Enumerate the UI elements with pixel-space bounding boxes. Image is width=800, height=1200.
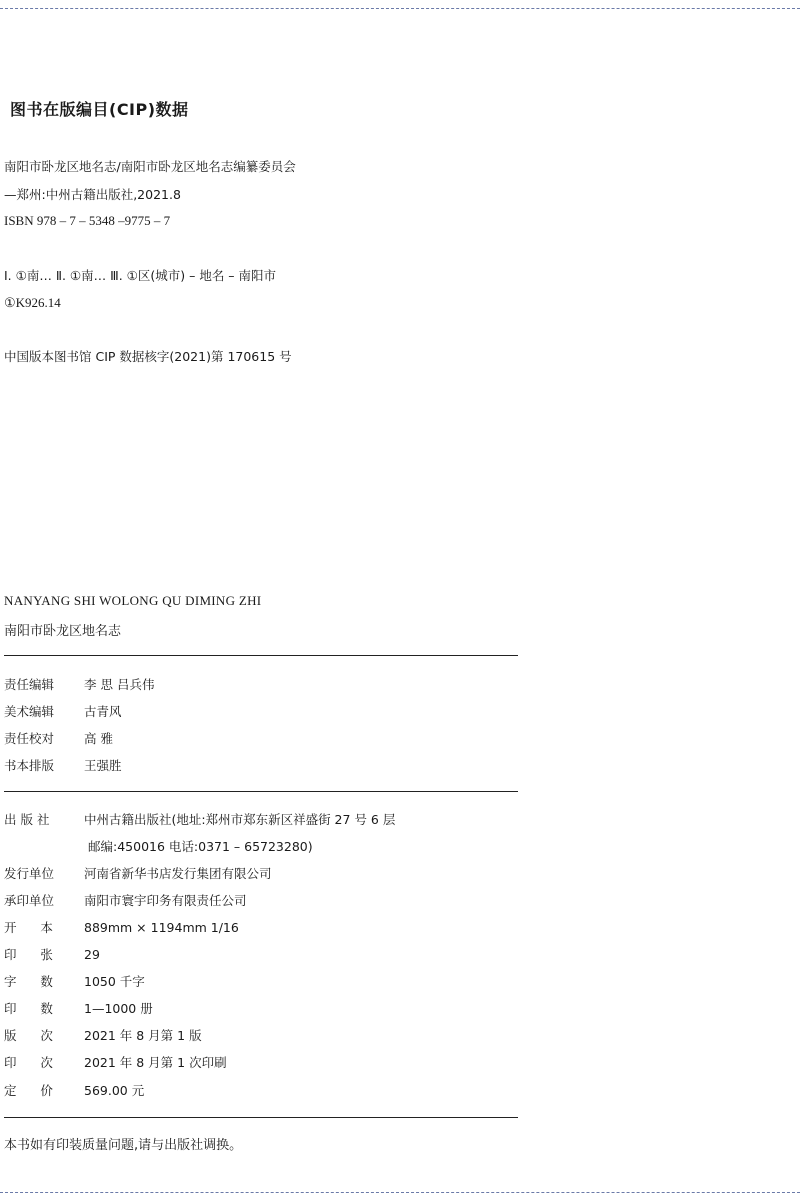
divider-3 (4, 1117, 518, 1118)
editor-row (4, 675, 154, 693)
publishing-value: 29 (84, 947, 100, 962)
publishing-label: 开 本 (4, 920, 53, 935)
publishing-value: 南阳市寰宇印务有限责任公司 (84, 893, 247, 908)
publishing-row (4, 1053, 227, 1071)
divider-1 (4, 655, 518, 656)
publishing-row (4, 918, 239, 936)
editor-row (4, 756, 122, 774)
publishing-address-continued: 邮编:450016 电话:0371 – 65723280) (88, 839, 313, 854)
publishing-label: 印 次 (4, 1055, 53, 1070)
footer-note: 本书如有印装质量问题,请与出版社调换。 (4, 1138, 243, 1153)
editor-value: 高 雅 (84, 731, 113, 746)
divider-2 (4, 791, 518, 792)
publishing-value: 河南省新华书店发行集团有限公司 (84, 866, 272, 881)
editor-label: 美术编辑 (4, 704, 55, 719)
editor-label: 责任校对 (4, 731, 55, 746)
publishing-label: 定 价 (4, 1083, 53, 1098)
publishing-label: 印 数 (4, 1001, 53, 1016)
cip-subjects: Ⅰ. ①南… Ⅱ. ①南… Ⅲ. ①区(城市) – 地名 – 南阳市 (4, 268, 277, 283)
publishing-row (4, 972, 145, 990)
cip-title-line: 南阳市卧龙区地名志/南阳市卧龙区地名志编纂委员会 (4, 159, 296, 174)
publishing-row (4, 891, 247, 909)
bottom-dashed-border (0, 1192, 800, 1193)
publishing-value: 569.00 元 (84, 1083, 145, 1098)
cip-class-number: ①K926.14 (4, 295, 61, 310)
publishing-label: 承印单位 (4, 893, 55, 908)
editor-value: 李 思 吕兵伟 (84, 677, 155, 692)
publishing-row (4, 945, 100, 963)
editor-value: 古青风 (84, 704, 122, 719)
top-dashed-border (0, 8, 800, 9)
cip-verification: 中国版本图书馆 CIP 数据核字(2021)第 170615 号 (4, 349, 292, 364)
publishing-label: 字 数 (4, 974, 53, 989)
editor-label: 责任编辑 (4, 677, 55, 692)
publishing-value: 中州古籍出版社(地址:郑州市郑东新区祥盛街 27 号 6 层 (84, 812, 396, 827)
book-title-pinyin: NANYANG SHI WOLONG QU DIMING ZHI (4, 593, 262, 608)
cip-heading: 图书在版编目(CIP)数据 (10, 100, 189, 119)
publishing-value: 1—1000 册 (84, 1001, 153, 1016)
publishing-row (4, 864, 272, 882)
publishing-label: 出 版 社 (4, 812, 50, 827)
publishing-value: 1050 千字 (84, 974, 145, 989)
publishing-row (4, 1081, 144, 1099)
editor-row (4, 729, 113, 747)
publishing-row (4, 810, 395, 828)
publishing-label: 发行单位 (4, 866, 55, 881)
publishing-label: 印 张 (4, 947, 53, 962)
publishing-row (4, 999, 153, 1017)
publishing-value: 2021 年 8 月第 1 次印刷 (84, 1055, 227, 1070)
publishing-row (4, 1026, 202, 1044)
editor-value: 王强胜 (84, 758, 122, 773)
cip-publisher-line: —郑州:中州古籍出版社,2021.8 (4, 187, 181, 202)
book-title-chinese: 南阳市卧龙区地名志 (4, 624, 122, 639)
publishing-value: 889mm × 1194mm 1/16 (84, 920, 239, 935)
editor-row (4, 702, 122, 720)
editor-label: 书本排版 (4, 758, 55, 773)
publishing-label: 版 次 (4, 1028, 53, 1043)
publishing-value: 2021 年 8 月第 1 版 (84, 1028, 202, 1043)
cip-isbn: ISBN 978 – 7 – 5348 –9775 – 7 (4, 213, 171, 228)
